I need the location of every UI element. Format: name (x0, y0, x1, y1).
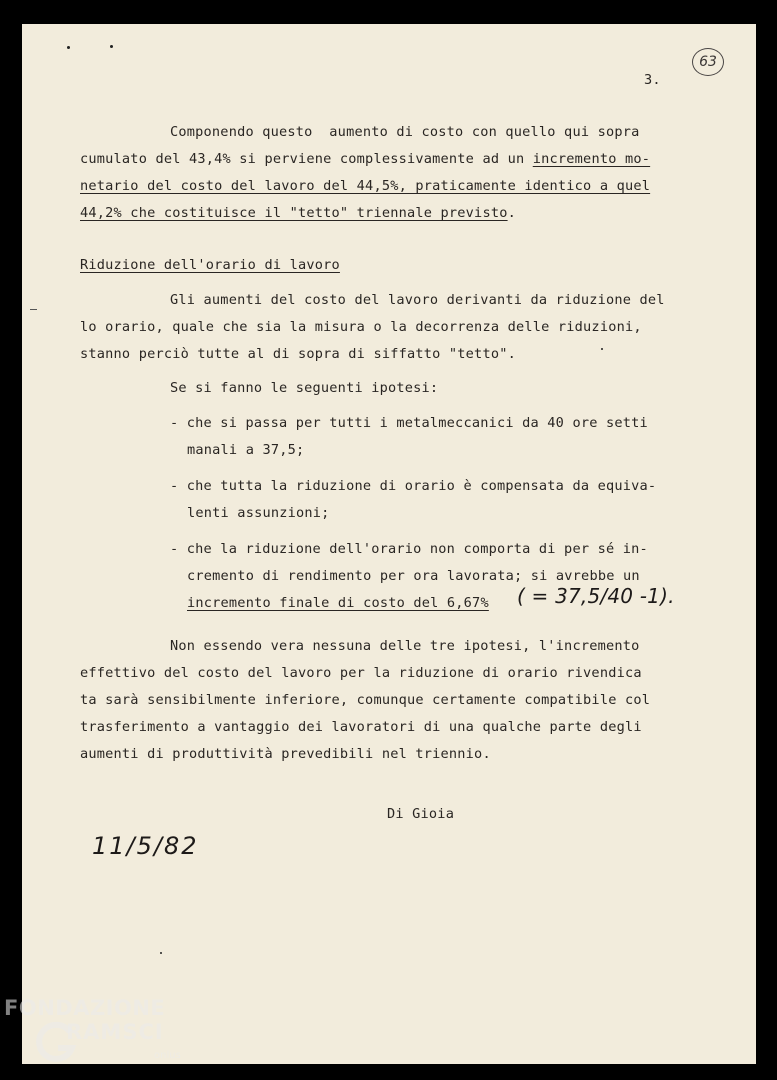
handwritten-formula: ( = 37,5/40 -1). (517, 584, 675, 608)
bullet-3-line-2: cremento di rendimento per ora lavorata; si avrebbe un (187, 568, 640, 584)
text-fragment: . (507, 205, 516, 221)
margin-mark (30, 309, 37, 310)
underlined-text: incremento finale di costo del 6,67% (187, 595, 489, 611)
bullet-3-line-3 (187, 594, 489, 612)
speck (160, 952, 162, 954)
paragraph-1-line-4 (80, 204, 516, 222)
bullet-3-line-1: - che la riduzione dell'orario non comporta di per sé in- (170, 541, 648, 557)
paragraph-1-line-3: netario del costo del lavoro del 44,5%, praticamente identico a quel (80, 178, 651, 194)
margin-dot (110, 45, 113, 48)
underlined-text: 44,2% che costituisce il "tetto" triennale previsto (80, 205, 508, 221)
section-heading: Riduzione dell'orario di lavoro (80, 257, 340, 273)
signature: Di Gioia (387, 806, 455, 822)
paragraph-1-line-2 (80, 150, 650, 168)
paragraph-2-line-3: stanno perciò tutte al di sopra di siffatto "tetto". (80, 346, 516, 362)
bullet-1-line-2: manali a 37,5; (187, 442, 305, 458)
underlined-text: incremento mo- (532, 151, 651, 167)
handwritten-date: 11/5/82 (92, 832, 199, 860)
paragraph-1-line-1: Componendo questo aumento di costo con quello qui sopra (170, 124, 640, 140)
paragraph-3-line-3: ta sarà sensibilmente inferiore, comunque certamente compatibile col (80, 692, 651, 708)
watermark-line-3: onlus (154, 1050, 181, 1061)
hypotheses-intro: Se si fanno le seguenti ipotesi: (170, 380, 439, 396)
paragraph-3-line-4: trasferimento a vantaggio dei lavoratori di una qualche parte degli (80, 719, 642, 735)
watermark-line-2: RAMSCI (66, 1020, 164, 1044)
bullet-2-line-2: lenti assunzioni; (187, 505, 330, 521)
bullet-1-line-1: - che si passa per tutti i metalmeccanici da 40 ore setti (170, 415, 648, 431)
archive-number-stamp: 63 (692, 48, 724, 76)
margin-dot (67, 46, 70, 49)
page-number: 3. (644, 72, 661, 88)
paragraph-3-line-2: effettivo del costo del lavoro per la riduzione di orario rivendica (80, 665, 642, 681)
paragraph-3-line-1: Non essendo vera nessuna delle tre ipotesi, l'incremento (170, 638, 640, 654)
document-page (22, 24, 756, 1064)
paragraph-2-line-1: Gli aumenti del costo del lavoro derivanti da riduzione del (170, 292, 665, 308)
paragraph-3-line-5: aumenti di produttività prevedibili nel triennio. (80, 746, 491, 762)
paragraph-2-line-2: lo orario, quale che sia la misura o la decorrenza delle riduzioni, (80, 319, 642, 335)
speck (601, 348, 603, 350)
fondazione-gramsci-watermark (4, 996, 194, 1076)
watermark-line-1: FONDAZIONE (4, 996, 166, 1020)
text-fragment: cumulato del 43,4% si perviene complessivamente ad un (80, 151, 533, 167)
bullet-2-line-1: - che tutta la riduzione di orario è compensata da equiva- (170, 478, 657, 494)
